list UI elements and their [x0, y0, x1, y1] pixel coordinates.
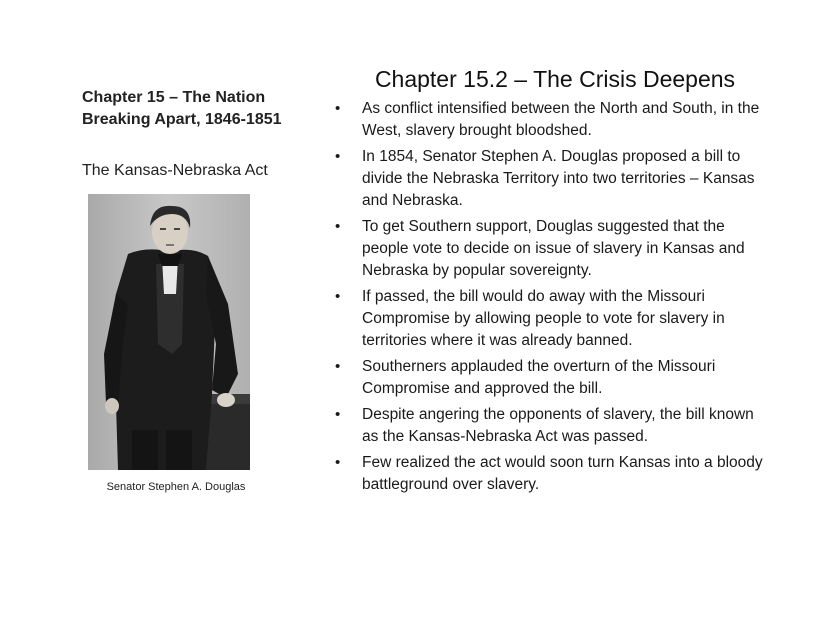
slide-title: Chapter 15.2 – The Crisis Deepens — [374, 66, 736, 92]
bullet-list — [332, 98, 772, 500]
bullet-dot-icon: • — [335, 100, 341, 117]
bullet-dot-icon: • — [335, 288, 341, 305]
bullet-item: • Southerners applauded the overturn of the Missouri Compromise and approved the bill. — [335, 358, 716, 397]
portrait-photo — [88, 194, 250, 470]
bullet-item: • Despite angering the opponents of slavery, the bill known as the Kansas-Nebraska Act was passed. — [335, 406, 754, 445]
chapter-title: Chapter 15 – The Nation Breaking Apart, 1846-1851 — [82, 89, 282, 128]
bullet-item: • If passed, the bill would do away with the Missouri Compromise by allowing people to vote for slavery in territories where it was already banned. — [335, 288, 725, 349]
bullet-dot-icon: • — [335, 148, 341, 165]
bullet-dot-icon: • — [335, 454, 341, 471]
bullet-dot-icon: • — [335, 218, 341, 235]
portrait-caption: Senator Stephen A. Douglas — [106, 481, 246, 493]
bullet-item: • To get Southern support, Douglas suggested that the people vote to decide on issue of slavery in Kansas and Nebraska by popular sovereignty. — [335, 218, 745, 279]
bullet-item: • In 1854, Senator Stephen A. Douglas proposed a bill to divide the Nebraska Territory into two territories – Kansas and Nebraska. — [335, 148, 755, 209]
bullet-item: • Few realized the act would soon turn Kansas into a bloody battleground over slavery. — [335, 454, 763, 493]
bullet-dot-icon: • — [335, 358, 341, 375]
bullet-item: • As conflict intensified between the North and South, in the West, slavery brought bloodshed. — [335, 100, 760, 139]
bullet-dot-icon: • — [335, 406, 341, 423]
section-subtitle: The Kansas-Nebraska Act — [82, 162, 268, 179]
